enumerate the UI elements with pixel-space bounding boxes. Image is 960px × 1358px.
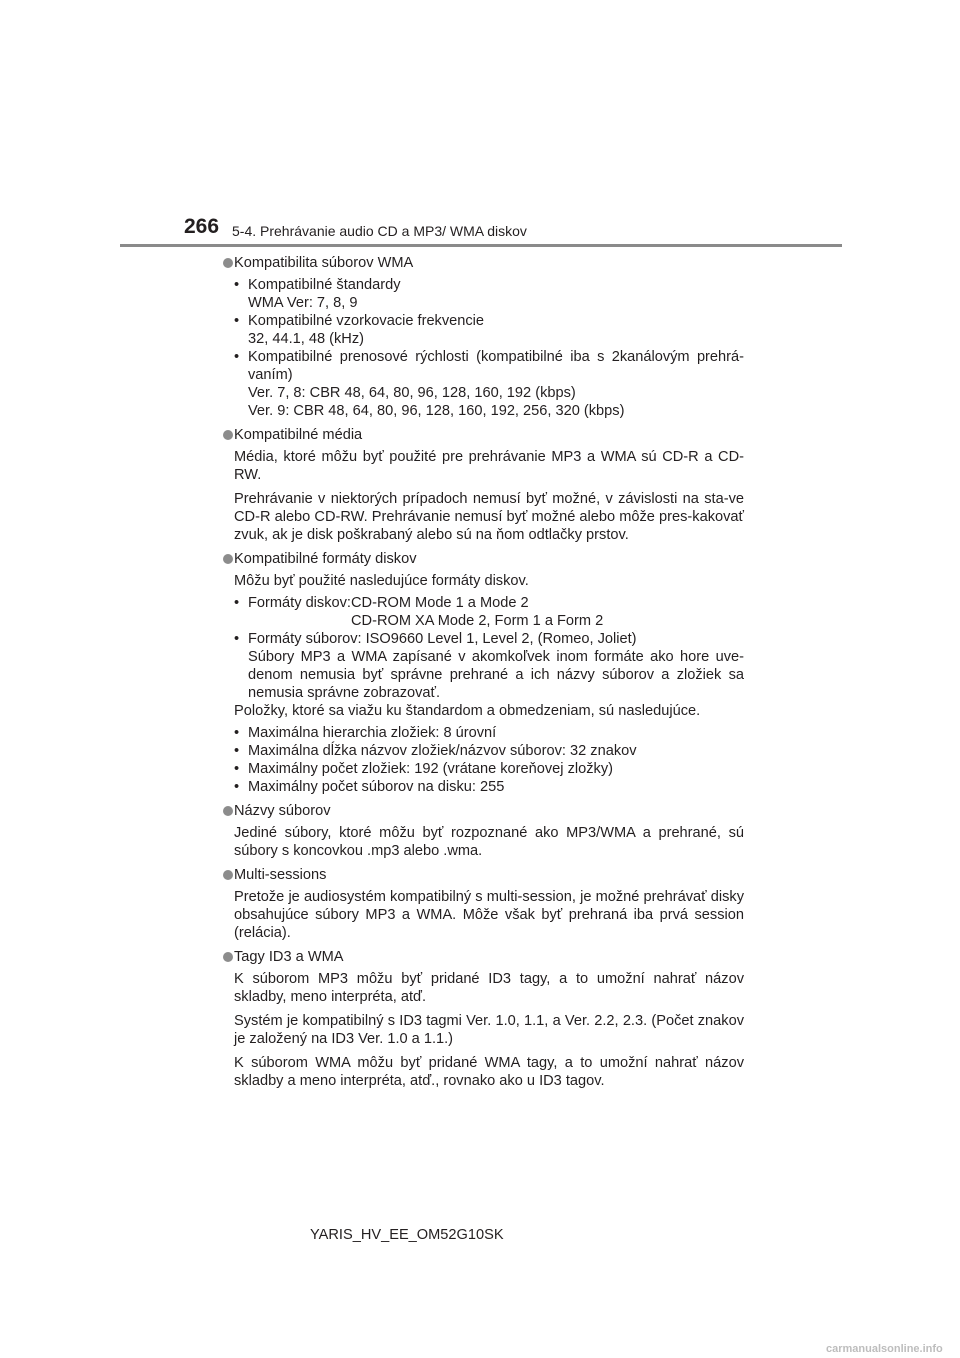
paragraph: Systém je kompatibilný s ID3 tagmi Ver. 1.0, 1.1, a Ver. 2.2, 2.3. (Počet znakov je založený na ID3 Ver. 1.0 a 1.1.) — [234, 1013, 744, 1047]
section-multi-sessions — [222, 866, 744, 942]
bullet-list — [222, 276, 744, 420]
circle-bullet-icon — [223, 870, 233, 880]
circle-bullet-icon — [223, 430, 233, 440]
list-item: • Maximálna hierarchia zložiek: 8 úrovní — [234, 725, 497, 741]
paragraph: Pretože je audiosystém kompatibilný s multi-session, je možné prehrávať disky obsahujúce súbory MP3 a WMA. Môže však byť prehraná iba prvá session (relácia). — [234, 889, 744, 941]
list-item: • Kompatibilné štandardy WMA Ver: 7, 8, 9 — [234, 277, 401, 311]
circle-bullet-icon — [223, 806, 233, 816]
paragraph: Média, ktoré môžu byť použité pre prehrávanie MP3 a WMA sú CD-R a CD-RW. — [234, 449, 744, 483]
section-file-names — [222, 802, 744, 860]
section-heading: Kompatibilné formáty diskov — [222, 550, 744, 568]
dot-bullet: • — [234, 631, 240, 647]
section-heading: Názvy súborov — [222, 802, 744, 820]
paragraph: Jediné súbory, ktoré môžu byť rozpoznané ako MP3/WMA a prehrané, sú súbory s koncovkou .mp3 alebo .wma. — [234, 825, 744, 859]
paragraph: Prehrávanie v niektorých prípadoch nemusí byť možné, v závislosti na sta-ve CD-R alebo CD-RW. Prehrávanie nemusí byť možné alebo môže pres-kakovať zvuk, ak je disk poškrabaný alebo sú na ňom odtlačky prstov. — [234, 491, 744, 543]
list-item: • Maximálny počet súborov na disku: 255 — [234, 779, 505, 795]
dot-bullet: • — [234, 743, 240, 759]
disc-format-label: Formáty diskov: — [248, 595, 351, 611]
footer-doc-code: YARIS_HV_EE_OM52G10SK — [310, 1227, 504, 1243]
section-formats — [222, 550, 744, 796]
paragraph: Položky, ktoré sa viažu ku štandardom a obmedzeniam, sú nasledujúce. — [234, 703, 701, 719]
paragraph: K súborom WMA môžu byť pridané WMA tagy, a to umožní nahrať názov skladby a meno interpréta, atď., rovnako ako u ID3 tagov. — [234, 1055, 744, 1089]
bullet-list — [222, 594, 744, 702]
dot-bullet: • — [234, 779, 240, 795]
list-item: • Kompatibilné vzorkovacie frekvencie 32, 44.1, 48 (kHz) — [234, 313, 485, 347]
list-item: • Maximálna dĺžka názvov zložiek/názvov súborov: 32 znakov — [234, 743, 637, 759]
dot-bullet: • — [234, 277, 240, 293]
page-content — [222, 254, 744, 1096]
dot-bullet: • — [234, 761, 240, 777]
list-item: • Kompatibilné prenosové rýchlosti (kompatibilné iba s 2kanálovým prehrá-vaním) Ver. 7, 8: CBR 48, 64, 80, 96, 128, 160, 192 (kbps) Ver. 9: CBR 48, 64, 80, 96, 128, 160, 192, 256, 320 (kbps) — [234, 349, 744, 419]
section-title: 5-4. Prehrávanie audio CD a MP3/ WMA diskov — [232, 223, 527, 239]
section-tags — [222, 948, 744, 1090]
dot-bullet: • — [234, 349, 240, 365]
disc-format-values: CD-ROM Mode 1 a Mode 2 CD-ROM XA Mode 2, Form 1 a Form 2 — [351, 595, 604, 629]
bullet-list — [222, 724, 744, 796]
header-rule — [120, 244, 842, 247]
paragraph: Môžu byť použité nasledujúce formáty diskov. — [234, 573, 529, 589]
dot-bullet: • — [234, 725, 240, 741]
section-heading: Tagy ID3 a WMA — [222, 948, 744, 966]
section-media — [222, 426, 744, 544]
dot-bullet: • — [234, 313, 240, 329]
circle-bullet-icon — [223, 554, 233, 564]
list-item: • Formáty súborov: ISO9660 Level 1, Level 2, (Romeo, Joliet) Súbory MP3 a WMA zapísané v akomkoľvek inom formáte ako hore uve-denom nemusia byť správne prehrané a ich názvy súborov a zložiek sa nemusia správne zobrazovať. — [234, 631, 744, 701]
paragraph: K súborom MP3 môžu byť pridané ID3 tagy, a to umožní nahrať názov skladby, meno interpréta, atď. — [234, 971, 744, 1005]
section-heading: Kompatibilné média — [222, 426, 744, 444]
section-wma — [222, 254, 744, 420]
dot-bullet: • — [234, 595, 240, 611]
circle-bullet-icon — [223, 258, 233, 268]
page-number: 266 — [184, 215, 220, 238]
circle-bullet-icon — [223, 952, 233, 962]
list-item: • Maximálny počet zložiek: 192 (vrátane koreňovej zložky) — [234, 761, 614, 777]
section-heading: Multi-sessions — [222, 866, 744, 884]
section-heading: Kompatibilita súborov WMA — [222, 254, 744, 272]
list-item — [234, 594, 744, 630]
watermark: carmanualsonline.info — [826, 1343, 943, 1355]
